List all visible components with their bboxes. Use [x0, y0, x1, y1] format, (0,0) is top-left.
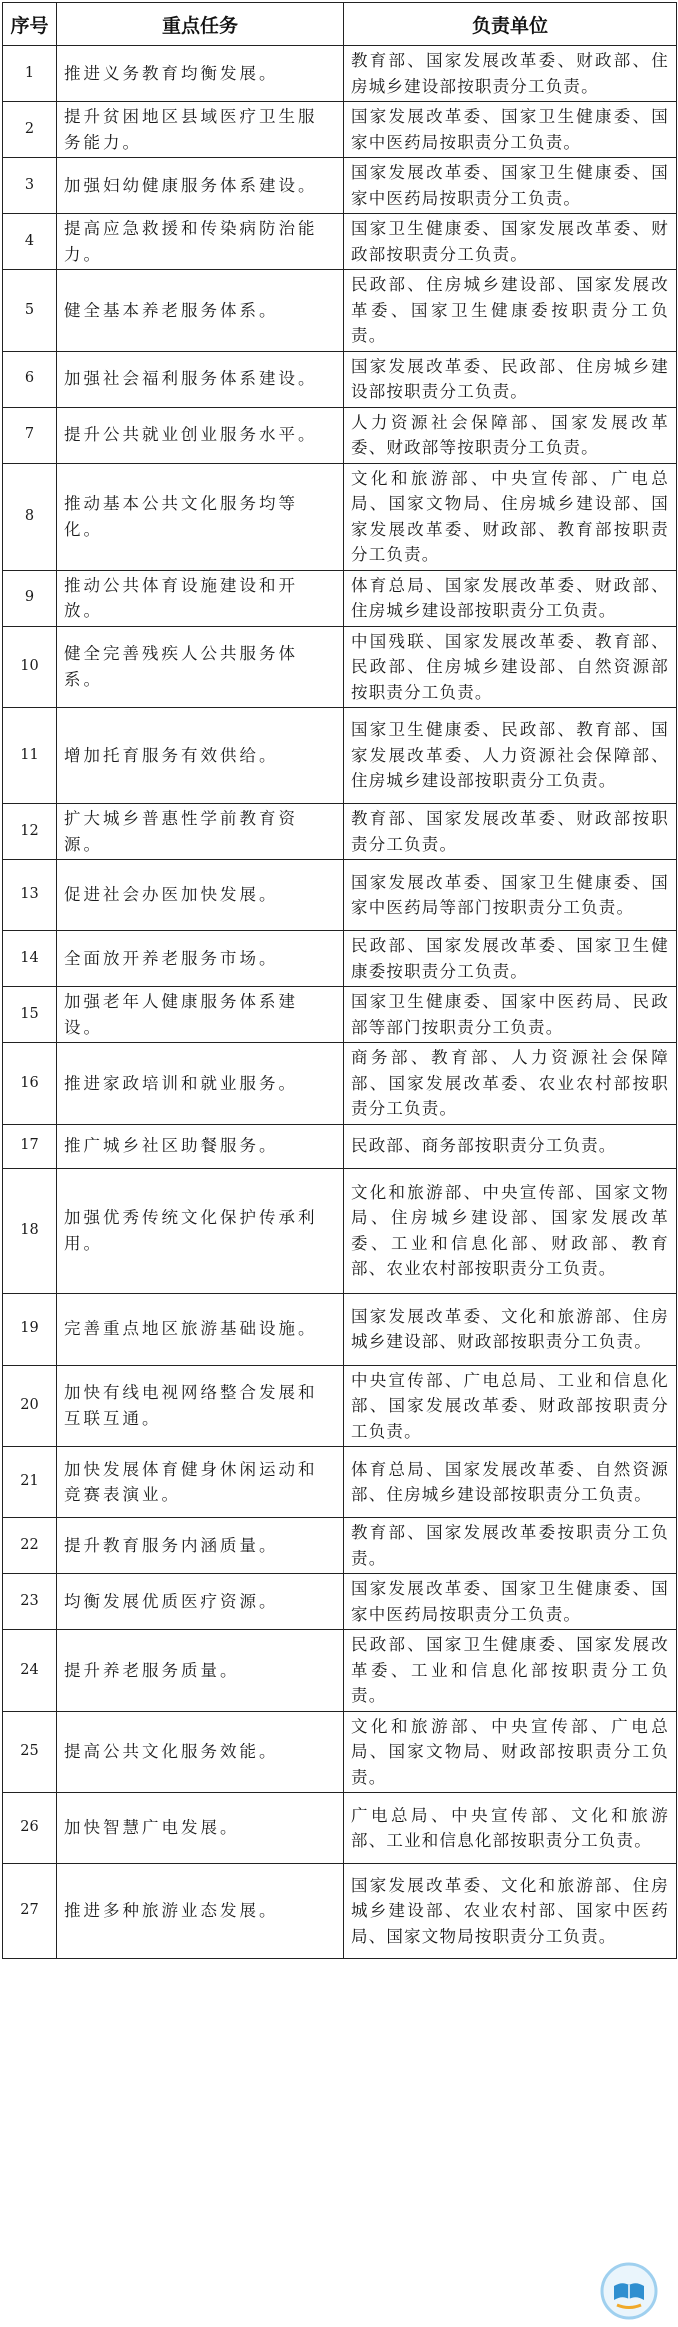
table-row — [3, 1168, 677, 1293]
row-number: 12 — [3, 804, 57, 860]
table-header-row — [3, 3, 677, 46]
table-row — [3, 1630, 677, 1712]
row-number: 27 — [3, 1864, 57, 1959]
row-units: 国家发展改革委、民政部、住房城乡建设部按职责分工负责。 — [344, 351, 677, 407]
row-number: 21 — [3, 1447, 57, 1518]
row-task: 扩大城乡普惠性学前教育资源。 — [57, 804, 344, 860]
row-number: 1 — [3, 46, 57, 102]
row-task: 提升教育服务内涵质量。 — [57, 1518, 344, 1574]
row-units: 教育部、国家发展改革委按职责分工负责。 — [344, 1518, 677, 1574]
row-task: 完善重点地区旅游基础设施。 — [57, 1293, 344, 1365]
table-row — [3, 931, 677, 987]
table-row — [3, 987, 677, 1043]
table-row — [3, 1124, 677, 1168]
row-task: 提升养老服务质量。 — [57, 1630, 344, 1712]
table-row — [3, 46, 677, 102]
row-task: 加快发展体育健身休闲运动和竞赛表演业。 — [57, 1447, 344, 1518]
table-row — [3, 1574, 677, 1630]
row-task: 加强老年人健康服务体系建设。 — [57, 987, 344, 1043]
task-table — [2, 2, 677, 1959]
row-task: 全面放开养老服务市场。 — [57, 931, 344, 987]
row-units: 国家发展改革委、国家卫生健康委、国家中医药局按职责分工负责。 — [344, 158, 677, 214]
row-units: 文化和旅游部、中央宣传部、国家文物局、住房城乡建设部、国家发展改革委、工业和信息化部、财政部、教育部、农业农村部按职责分工负责。 — [344, 1168, 677, 1293]
row-number: 24 — [3, 1630, 57, 1712]
table-row — [3, 708, 677, 804]
row-units: 教育部、国家发展改革委、财政部按职责分工负责。 — [344, 804, 677, 860]
table-row — [3, 1043, 677, 1125]
row-units: 民政部、住房城乡建设部、国家发展改革委、国家卫生健康委按职责分工负责。 — [344, 270, 677, 352]
row-task: 健全基本养老服务体系。 — [57, 270, 344, 352]
row-units: 国家发展改革委、文化和旅游部、住房城乡建设部、农业农村部、国家中医药局、国家文物局按职责分工负责。 — [344, 1864, 677, 1959]
table-row — [3, 1864, 677, 1959]
row-number: 5 — [3, 270, 57, 352]
row-units: 国家发展改革委、文化和旅游部、住房城乡建设部、财政部按职责分工负责。 — [344, 1293, 677, 1365]
row-number: 11 — [3, 708, 57, 804]
row-units: 文化和旅游部、中央宣传部、广电总局、国家文物局、住房城乡建设部、国家发展改革委、财政部、教育部按职责分工负责。 — [344, 463, 677, 570]
row-task: 加快有线电视网络整合发展和互联互通。 — [57, 1365, 344, 1447]
header-units: 负责单位 — [344, 3, 677, 46]
row-units: 国家发展改革委、国家卫生健康委、国家中医药局按职责分工负责。 — [344, 102, 677, 158]
table-row — [3, 351, 677, 407]
row-number: 7 — [3, 407, 57, 463]
row-task: 增加托育服务有效供给。 — [57, 708, 344, 804]
table-row — [3, 1293, 677, 1365]
row-units: 体育总局、国家发展改革委、财政部、住房城乡建设部按职责分工负责。 — [344, 570, 677, 626]
row-number: 22 — [3, 1518, 57, 1574]
row-number: 6 — [3, 351, 57, 407]
row-task: 加强妇幼健康服务体系建设。 — [57, 158, 344, 214]
row-number: 18 — [3, 1168, 57, 1293]
row-task: 均衡发展优质医疗资源。 — [57, 1574, 344, 1630]
table-row — [3, 1793, 677, 1864]
table-row — [3, 102, 677, 158]
row-number: 14 — [3, 931, 57, 987]
row-number: 2 — [3, 102, 57, 158]
row-units: 中央宣传部、广电总局、工业和信息化部、国家发展改革委、财政部按职责分工负责。 — [344, 1365, 677, 1447]
row-number: 23 — [3, 1574, 57, 1630]
row-task: 加强社会福利服务体系建设。 — [57, 351, 344, 407]
table-row — [3, 570, 677, 626]
task-table-container — [2, 2, 676, 1959]
row-number: 16 — [3, 1043, 57, 1125]
row-number: 8 — [3, 463, 57, 570]
row-number: 17 — [3, 1124, 57, 1168]
row-task: 提升公共就业创业服务水平。 — [57, 407, 344, 463]
row-units: 广电总局、中央宣传部、文化和旅游部、工业和信息化部按职责分工负责。 — [344, 1793, 677, 1864]
row-number: 13 — [3, 860, 57, 931]
header-no: 序号 — [3, 3, 57, 46]
row-number: 19 — [3, 1293, 57, 1365]
table-row — [3, 860, 677, 931]
row-number: 20 — [3, 1365, 57, 1447]
table-row — [3, 1518, 677, 1574]
row-task: 推动公共体育设施建设和开放。 — [57, 570, 344, 626]
row-units: 民政部、国家发展改革委、国家卫生健康委按职责分工负责。 — [344, 931, 677, 987]
row-task: 加强优秀传统文化保护传承利用。 — [57, 1168, 344, 1293]
row-units: 教育部、国家发展改革委、财政部、住房城乡建设部按职责分工负责。 — [344, 46, 677, 102]
book-emblem-icon — [600, 2262, 658, 2320]
row-task: 促进社会办医加快发展。 — [57, 860, 344, 931]
row-units: 体育总局、国家发展改革委、自然资源部、住房城乡建设部按职责分工负责。 — [344, 1447, 677, 1518]
row-task: 提高应急救援和传染病防治能力。 — [57, 214, 344, 270]
row-number: 3 — [3, 158, 57, 214]
row-number: 15 — [3, 987, 57, 1043]
row-task: 加快智慧广电发展。 — [57, 1793, 344, 1864]
row-units: 国家卫生健康委、国家发展改革委、财政部按职责分工负责。 — [344, 214, 677, 270]
row-units: 国家卫生健康委、民政部、教育部、国家发展改革委、人力资源社会保障部、住房城乡建设部按职责分工负责。 — [344, 708, 677, 804]
row-task: 提高公共文化服务效能。 — [57, 1711, 344, 1793]
row-units: 商务部、教育部、人力资源社会保障部、国家发展改革委、农业农村部按职责分工负责。 — [344, 1043, 677, 1125]
table-row — [3, 407, 677, 463]
row-units: 民政部、国家卫生健康委、国家发展改革委、工业和信息化部按职责分工负责。 — [344, 1630, 677, 1712]
table-row — [3, 1365, 677, 1447]
row-units: 国家卫生健康委、国家中医药局、民政部等部门按职责分工负责。 — [344, 987, 677, 1043]
row-task: 推进义务教育均衡发展。 — [57, 46, 344, 102]
header-task: 重点任务 — [57, 3, 344, 46]
table-row — [3, 158, 677, 214]
table-row — [3, 626, 677, 708]
table-row — [3, 463, 677, 570]
row-task: 推进多种旅游业态发展。 — [57, 1864, 344, 1959]
row-task: 推进家政培训和就业服务。 — [57, 1043, 344, 1125]
row-units: 国家发展改革委、国家卫生健康委、国家中医药局按职责分工负责。 — [344, 1574, 677, 1630]
row-task: 推动基本公共文化服务均等化。 — [57, 463, 344, 570]
table-body — [3, 46, 677, 1959]
table-row — [3, 1711, 677, 1793]
row-units: 国家发展改革委、国家卫生健康委、国家中医药局等部门按职责分工负责。 — [344, 860, 677, 931]
table-row — [3, 1447, 677, 1518]
row-task: 推广城乡社区助餐服务。 — [57, 1124, 344, 1168]
row-number: 25 — [3, 1711, 57, 1793]
row-units: 民政部、商务部按职责分工负责。 — [344, 1124, 677, 1168]
table-row — [3, 214, 677, 270]
table-row — [3, 270, 677, 352]
row-number: 10 — [3, 626, 57, 708]
row-task: 提升贫困地区县域医疗卫生服务能力。 — [57, 102, 344, 158]
table-row — [3, 804, 677, 860]
row-units: 人力资源社会保障部、国家发展改革委、财政部等按职责分工负责。 — [344, 407, 677, 463]
row-task: 健全完善残疾人公共服务体系。 — [57, 626, 344, 708]
row-number: 4 — [3, 214, 57, 270]
row-units: 文化和旅游部、中央宣传部、广电总局、国家文物局、财政部按职责分工负责。 — [344, 1711, 677, 1793]
row-units: 中国残联、国家发展改革委、教育部、民政部、住房城乡建设部、自然资源部按职责分工负责。 — [344, 626, 677, 708]
row-number: 9 — [3, 570, 57, 626]
row-number: 26 — [3, 1793, 57, 1864]
